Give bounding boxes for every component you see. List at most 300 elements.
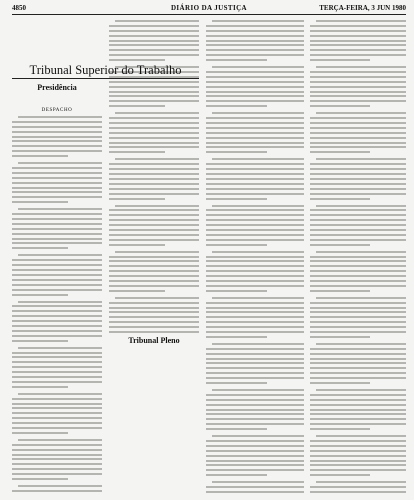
text-line-placeholder [206, 418, 304, 420]
text-line-placeholder [206, 86, 304, 88]
text-line-placeholder [206, 377, 304, 379]
text-line-placeholder [206, 137, 304, 139]
text-line-placeholder [310, 71, 406, 73]
text-line-placeholder [109, 198, 165, 200]
text-line-placeholder [12, 325, 102, 327]
text-line-placeholder [18, 208, 102, 210]
text-line-placeholder [310, 81, 406, 83]
text-line-placeholder [109, 105, 165, 107]
text-line-placeholder [12, 136, 102, 138]
text-line-placeholder [12, 407, 102, 409]
text-line-placeholder [12, 150, 102, 152]
text-line-placeholder [310, 280, 406, 282]
text-line-placeholder [12, 330, 102, 332]
text-line-placeholder [109, 91, 199, 93]
text-line-placeholder [206, 302, 304, 304]
text-line-placeholder [316, 66, 406, 68]
text-line-placeholder [109, 280, 199, 282]
text-line-placeholder [206, 460, 304, 462]
text-line-placeholder [206, 146, 304, 148]
text-line-placeholder [206, 132, 304, 134]
text-line-placeholder [12, 223, 102, 225]
text-line-placeholder [310, 146, 406, 148]
text-line-placeholder [18, 393, 102, 395]
text-line-placeholder [206, 394, 304, 396]
text-line-placeholder [12, 177, 102, 179]
text-line-placeholder [109, 260, 199, 262]
text-line-placeholder [109, 219, 199, 221]
text-line-placeholder [206, 229, 304, 231]
text-line-placeholder [109, 49, 199, 51]
text-line-placeholder [109, 122, 199, 124]
text-line-placeholder [109, 229, 199, 231]
text-line-placeholder [115, 158, 199, 160]
text-line-placeholder [115, 205, 199, 207]
text-line-placeholder [206, 81, 304, 83]
text-line-placeholder [109, 234, 199, 236]
text-line-placeholder [206, 54, 304, 56]
text-line-placeholder [18, 116, 102, 118]
text-line-placeholder [212, 20, 304, 22]
text-line-placeholder [109, 331, 199, 333]
text-line-placeholder [310, 100, 406, 102]
text-line-placeholder [206, 239, 304, 241]
text-line-placeholder [115, 251, 199, 253]
text-line-placeholder [206, 163, 304, 165]
text-line-placeholder [12, 145, 102, 147]
text-line-placeholder [310, 377, 406, 379]
text-line-placeholder [212, 112, 304, 114]
text-line-placeholder [310, 76, 406, 78]
text-line-placeholder [12, 305, 102, 307]
text-line-placeholder [310, 326, 406, 328]
text-line-placeholder [206, 71, 304, 73]
text-line-placeholder [206, 372, 304, 374]
text-line-placeholder [12, 121, 102, 123]
text-line-placeholder [18, 301, 102, 303]
text-line-placeholder [206, 486, 304, 488]
text-line-placeholder [12, 478, 68, 480]
text-line-placeholder [206, 105, 267, 107]
section-heading-tribunal-pleno: Tribunal Pleno [128, 336, 180, 345]
text-line-placeholder [310, 35, 406, 37]
text-line-placeholder [310, 362, 406, 364]
text-line-placeholder [310, 455, 406, 457]
text-line-placeholder [206, 491, 304, 493]
text-line-placeholder [12, 284, 102, 286]
text-line-placeholder [310, 445, 406, 447]
text-line-placeholder [12, 126, 102, 128]
text-line-placeholder [109, 209, 199, 211]
text-line-placeholder [206, 450, 304, 452]
text-line-placeholder [206, 100, 304, 102]
masthead [12, 3, 406, 15]
text-line-placeholder [206, 219, 304, 221]
text-line-placeholder [206, 275, 304, 277]
text-line-placeholder [12, 182, 102, 184]
text-line-placeholder [310, 418, 406, 420]
text-line-placeholder [12, 310, 102, 312]
text-line-placeholder [12, 269, 102, 271]
text-line-placeholder [206, 178, 304, 180]
text-line-placeholder [206, 188, 304, 190]
text-line-placeholder [310, 198, 370, 200]
text-line-placeholder [206, 445, 304, 447]
text-line-placeholder [310, 132, 406, 134]
text-line-placeholder [206, 455, 304, 457]
column-2 [109, 20, 199, 494]
text-line-placeholder [18, 162, 102, 164]
text-line-placeholder [12, 376, 102, 378]
text-line-placeholder [310, 260, 406, 262]
text-line-placeholder [206, 25, 304, 27]
text-line-placeholder [115, 20, 199, 22]
text-line-placeholder [206, 367, 304, 369]
text-line-placeholder [109, 275, 199, 277]
text-line-placeholder [12, 381, 102, 383]
text-line-placeholder [109, 30, 199, 32]
text-line-placeholder [310, 285, 406, 287]
text-line-placeholder [109, 188, 199, 190]
text-line-placeholder [12, 259, 102, 261]
text-line-placeholder [12, 398, 102, 400]
text-line-placeholder [310, 321, 406, 323]
text-line-placeholder [109, 151, 165, 153]
text-line-placeholder [310, 348, 406, 350]
text-line-placeholder [310, 413, 406, 415]
publication-name: DIÁRIO DA JUSTIÇA [170, 4, 248, 12]
text-line-placeholder [12, 242, 102, 244]
text-line-placeholder [310, 151, 370, 153]
text-line-placeholder [109, 100, 199, 102]
text-line-placeholder [316, 435, 406, 437]
text-line-placeholder [206, 423, 304, 425]
text-line-placeholder [109, 270, 199, 272]
text-line-placeholder [310, 54, 406, 56]
text-line-placeholder [12, 247, 68, 249]
text-line-placeholder [109, 290, 165, 292]
column-3 [206, 20, 304, 494]
text-line-placeholder [310, 367, 406, 369]
text-line-placeholder [310, 428, 370, 430]
text-line-placeholder [206, 336, 267, 338]
text-line-placeholder [12, 412, 102, 414]
text-line-placeholder [206, 358, 304, 360]
text-line-placeholder [206, 413, 304, 415]
text-line-placeholder [310, 404, 406, 406]
text-line-placeholder [12, 371, 102, 373]
text-line-placeholder [206, 122, 304, 124]
text-line-placeholder [316, 205, 406, 207]
text-line-placeholder [18, 485, 102, 487]
text-line-placeholder [12, 320, 102, 322]
text-line-placeholder [12, 386, 68, 388]
text-line-placeholder [206, 127, 304, 129]
text-line-placeholder [206, 183, 304, 185]
text-line-placeholder [12, 213, 102, 215]
text-line-placeholder [109, 163, 199, 165]
text-line-placeholder [206, 260, 304, 262]
text-line-placeholder [310, 163, 406, 165]
text-line-placeholder [115, 112, 199, 114]
text-line-placeholder [206, 151, 267, 153]
text-line-placeholder [109, 311, 199, 313]
text-line-placeholder [12, 196, 102, 198]
text-line-placeholder [310, 316, 406, 318]
text-line-placeholder [109, 54, 199, 56]
text-line-placeholder [12, 427, 102, 429]
text-line-placeholder [310, 307, 406, 309]
text-line-placeholder [109, 25, 199, 27]
text-line-placeholder [310, 214, 406, 216]
text-line-placeholder [310, 372, 406, 374]
text-line-placeholder [206, 40, 304, 42]
text-line-placeholder [206, 142, 304, 144]
text-line-placeholder [310, 358, 406, 360]
subheading-despacho: DESPACHO [41, 108, 73, 113]
text-line-placeholder [109, 244, 165, 246]
text-line-placeholder [206, 290, 267, 292]
text-line-placeholder [12, 140, 102, 142]
text-line-placeholder [310, 460, 406, 462]
text-line-placeholder [310, 464, 406, 466]
text-line-placeholder [206, 35, 304, 37]
text-line-placeholder [310, 178, 406, 180]
text-line-placeholder [310, 450, 406, 452]
text-line-placeholder [310, 331, 406, 333]
text-line-placeholder [310, 25, 406, 27]
text-line-placeholder [212, 66, 304, 68]
text-line-placeholder [206, 362, 304, 364]
text-line-placeholder [206, 270, 304, 272]
text-line-placeholder [310, 275, 406, 277]
text-line-placeholder [206, 440, 304, 442]
text-line-placeholder [12, 361, 102, 363]
text-line-placeholder [12, 264, 102, 266]
text-line-placeholder [12, 463, 102, 465]
text-line-placeholder [12, 279, 102, 281]
text-line-placeholder [12, 454, 102, 456]
text-line-placeholder [310, 270, 406, 272]
text-line-placeholder [206, 280, 304, 282]
text-line-placeholder [206, 59, 267, 61]
text-line-placeholder [310, 256, 406, 258]
text-line-placeholder [310, 44, 406, 46]
text-line-placeholder [316, 20, 406, 22]
text-line-placeholder [206, 224, 304, 226]
text-line-placeholder [109, 316, 199, 318]
text-line-placeholder [12, 352, 102, 354]
text-line-placeholder [212, 158, 304, 160]
text-line-placeholder [109, 256, 199, 258]
text-line-placeholder [206, 469, 304, 471]
text-line-placeholder [12, 490, 102, 492]
text-line-placeholder [206, 326, 304, 328]
text-line-placeholder [310, 142, 406, 144]
text-line-placeholder [12, 228, 102, 230]
text-line-placeholder [109, 132, 199, 134]
text-line-placeholder [109, 117, 199, 119]
text-line-placeholder [310, 474, 370, 476]
text-line-placeholder [206, 95, 304, 97]
text-line-placeholder [316, 389, 406, 391]
text-line-placeholder [12, 191, 102, 193]
text-line-placeholder [109, 178, 199, 180]
text-line-placeholder [206, 173, 304, 175]
text-line-placeholder [12, 187, 102, 189]
court-banner: Tribunal Superior do Trabalho [12, 62, 199, 79]
column-4 [310, 20, 406, 494]
text-line-placeholder [310, 193, 406, 195]
text-line-placeholder [206, 234, 304, 236]
text-line-placeholder [109, 224, 199, 226]
text-line-placeholder [206, 464, 304, 466]
text-line-placeholder [206, 331, 304, 333]
text-line-placeholder [12, 167, 102, 169]
text-line-placeholder [109, 239, 199, 241]
text-line-placeholder [12, 422, 102, 424]
section-heading-presidencia: Presidência [37, 83, 77, 92]
text-line-placeholder [109, 321, 199, 323]
text-line-placeholder [206, 198, 267, 200]
text-line-placeholder [206, 348, 304, 350]
text-line-placeholder [206, 244, 267, 246]
text-line-placeholder [109, 168, 199, 170]
text-line-placeholder [206, 428, 267, 430]
text-line-placeholder [109, 326, 199, 328]
text-line-placeholder [310, 173, 406, 175]
text-line-placeholder [109, 307, 199, 309]
text-line-placeholder [206, 117, 304, 119]
text-line-placeholder [316, 251, 406, 253]
text-line-placeholder [12, 155, 68, 157]
text-line-placeholder [206, 353, 304, 355]
text-line-placeholder [316, 481, 406, 483]
text-line-placeholder [310, 394, 406, 396]
text-placeholder-block [12, 116, 102, 494]
text-line-placeholder [310, 188, 406, 190]
text-line-placeholder [310, 440, 406, 442]
text-line-placeholder [206, 321, 304, 323]
text-line-placeholder [12, 172, 102, 174]
text-line-placeholder [212, 435, 304, 437]
text-line-placeholder [109, 81, 199, 83]
text-line-placeholder [310, 399, 406, 401]
text-line-placeholder [316, 297, 406, 299]
text-line-placeholder [12, 315, 102, 317]
text-line-placeholder [12, 340, 68, 342]
text-line-placeholder [109, 35, 199, 37]
text-line-placeholder [316, 158, 406, 160]
text-line-placeholder [206, 209, 304, 211]
text-line-placeholder [109, 95, 199, 97]
text-line-placeholder [310, 105, 370, 107]
text-line-placeholder [109, 146, 199, 148]
text-line-placeholder [109, 285, 199, 287]
text-line-placeholder [206, 44, 304, 46]
text-line-placeholder [310, 290, 370, 292]
text-line-placeholder [310, 382, 370, 384]
text-line-placeholder [12, 403, 102, 405]
text-line-placeholder [212, 389, 304, 391]
text-line-placeholder [310, 209, 406, 211]
text-line-placeholder [206, 76, 304, 78]
text-line-placeholder [206, 91, 304, 93]
text-line-placeholder [310, 423, 406, 425]
text-line-placeholder [12, 335, 102, 337]
text-line-placeholder [310, 336, 370, 338]
text-line-placeholder [12, 356, 102, 358]
text-line-placeholder [206, 214, 304, 216]
text-line-placeholder [206, 404, 304, 406]
text-line-placeholder [12, 233, 102, 235]
text-line-placeholder [109, 40, 199, 42]
text-line-placeholder [310, 49, 406, 51]
text-line-placeholder [12, 449, 102, 451]
text-line-placeholder [18, 439, 102, 441]
text-line-placeholder [310, 409, 406, 411]
text-line-placeholder [310, 469, 406, 471]
text-line-placeholder [310, 491, 406, 493]
text-line-placeholder [310, 95, 406, 97]
text-line-placeholder [109, 44, 199, 46]
text-line-placeholder [12, 131, 102, 133]
text-line-placeholder [310, 265, 406, 267]
text-line-placeholder [310, 86, 406, 88]
text-line-placeholder [212, 343, 304, 345]
text-line-placeholder [310, 30, 406, 32]
text-line-placeholder [310, 168, 406, 170]
text-line-placeholder [12, 294, 68, 296]
text-line-placeholder [206, 193, 304, 195]
text-line-placeholder [18, 254, 102, 256]
text-line-placeholder [109, 173, 199, 175]
text-line-placeholder [109, 59, 165, 61]
text-line-placeholder [12, 458, 102, 460]
text-line-placeholder [310, 59, 370, 61]
text-line-placeholder [206, 311, 304, 313]
text-line-placeholder [12, 289, 102, 291]
text-line-placeholder [212, 251, 304, 253]
text-line-placeholder [206, 168, 304, 170]
text-line-placeholder [206, 474, 267, 476]
text-line-placeholder [206, 49, 304, 51]
text-line-placeholder [212, 205, 304, 207]
text-line-placeholder [310, 229, 406, 231]
text-line-placeholder [109, 193, 199, 195]
text-line-placeholder [12, 444, 102, 446]
text-line-placeholder [109, 214, 199, 216]
text-line-placeholder [310, 239, 406, 241]
text-line-placeholder [12, 238, 102, 240]
text-line-placeholder [12, 473, 102, 475]
text-line-placeholder [109, 265, 199, 267]
text-line-placeholder [206, 399, 304, 401]
text-line-placeholder [206, 30, 304, 32]
text-line-placeholder [310, 137, 406, 139]
text-line-placeholder [206, 409, 304, 411]
text-line-placeholder [12, 366, 102, 368]
text-line-placeholder [212, 481, 304, 483]
text-placeholder-block [310, 20, 406, 494]
text-line-placeholder [310, 353, 406, 355]
text-line-placeholder [310, 302, 406, 304]
issue-date: TERÇA-FEIRA, 3 JUN 1980 [319, 4, 406, 12]
text-line-placeholder [12, 468, 102, 470]
text-line-placeholder [310, 486, 406, 488]
text-line-placeholder [316, 343, 406, 345]
text-line-placeholder [109, 137, 199, 139]
